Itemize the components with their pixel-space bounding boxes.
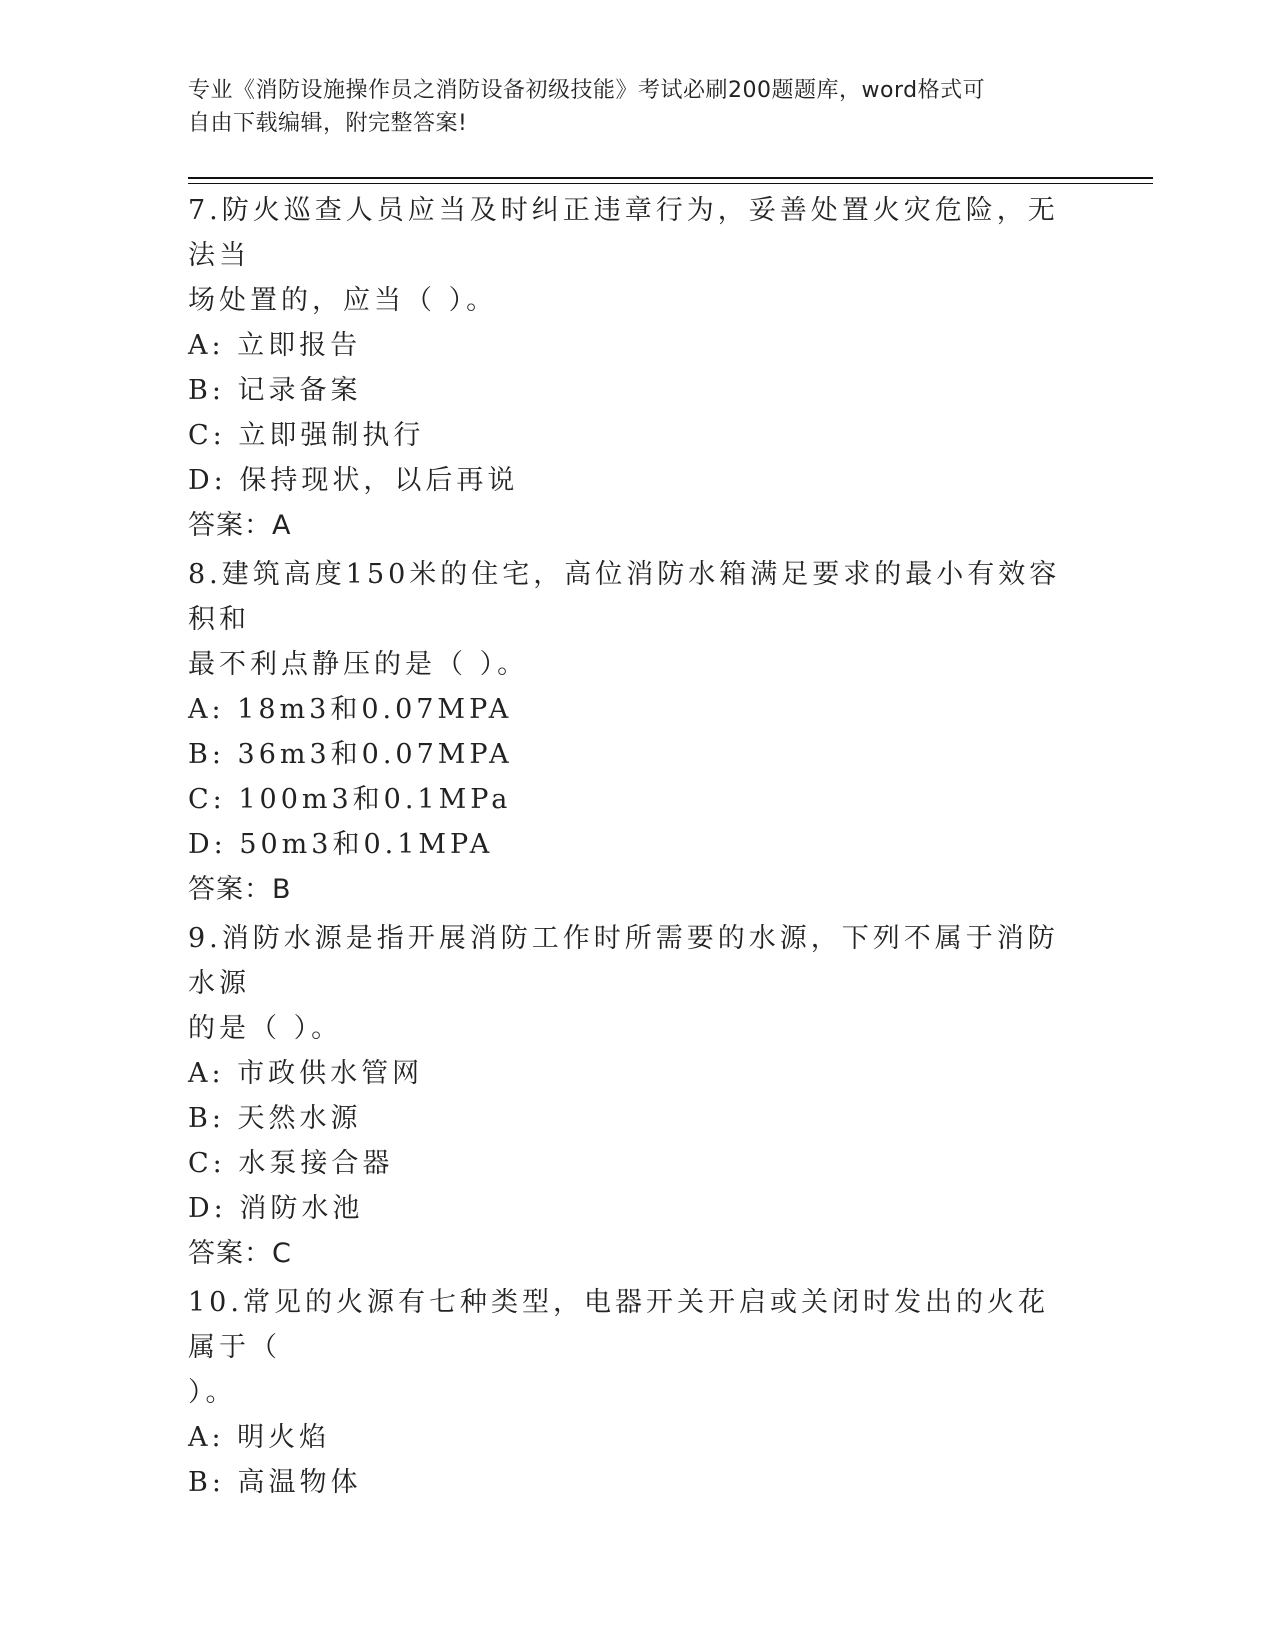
question-9 [188,916,1068,1276]
option-b: B: 36m3和0.07MPA [188,739,513,770]
question-7 [188,188,1068,548]
option-b: B: 高温物体 [188,1467,362,1498]
question-stem-line-2: 场处置的，应当（ ）。 [188,285,498,316]
header-divider-thin [188,183,1153,184]
header-line-1: 专业《消防设施操作员之消防设备初级技能》考试必刷200题题库，word格式可 [188,78,986,103]
question-stem-line-2: 最不利点静压的是（ ）。 [188,649,529,680]
option-c: C: 立即强制执行 [188,420,425,451]
option-a: A: 18m3和0.07MPA [188,694,513,725]
header-line-2: 自由下载编辑，附完整答案! [188,111,468,136]
option-b: B: 天然水源 [188,1103,362,1134]
question-stem-line-1: 10.常见的火源有七种类型，电器开关开启或关闭时发出的火花属于（ [188,1287,1049,1363]
option-a: A: 立即报告 [188,330,362,361]
option-a: A: 市政供水管网 [188,1058,424,1089]
question-stem-line-2: ）。 [188,1377,237,1408]
option-d: D: 消防水池 [188,1193,364,1224]
option-c: C: 水泵接合器 [188,1148,394,1179]
answer-label: 答案：B [188,874,292,905]
question-stem-line-2: 的是（ ）。 [188,1013,343,1044]
question-stem-line-1: 7.防火巡查人员应当及时纠正违章行为，妥善处置火灾危险，无法当 [188,195,1059,271]
answer-label: 答案：A [188,510,292,541]
option-a: A: 明火焰 [188,1422,331,1453]
question-stem-line-1: 8.建筑高度150米的住宅，高位消防水箱满足要求的最小有效容积和 [188,559,1061,635]
option-d: D: 50m3和0.1MPA [188,829,494,860]
question-10 [188,1280,1068,1505]
question-8 [188,552,1068,912]
option-d: D: 保持现状，以后再说 [188,465,519,496]
question-stem-line-1: 9.消防水源是指开展消防工作时所需要的水源，下列不属于消防水源 [188,923,1059,999]
document-header [188,74,1088,140]
header-divider-thick [188,177,1153,179]
answer-label: 答案：C [188,1238,292,1269]
option-c: C: 100m3和0.1MPa [188,784,512,815]
option-b: B: 记录备案 [188,375,362,406]
